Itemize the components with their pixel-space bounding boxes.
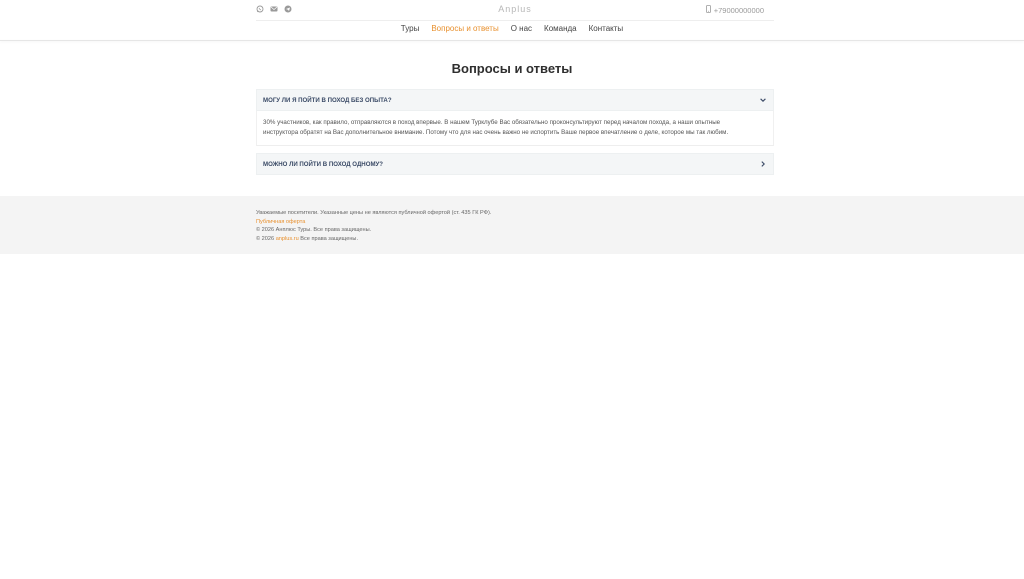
- mobile-phone-icon: [706, 5, 711, 15]
- faq-question-toggle[interactable]: [256, 89, 774, 111]
- nav-item-tours[interactable]: Туры: [400, 24, 420, 33]
- footer-content: [256, 209, 491, 244]
- nav-item-team[interactable]: Команда: [544, 24, 577, 33]
- copyright-rights: Все права защищены.: [300, 236, 359, 243]
- page-title: Вопросы и ответы: [451, 61, 573, 76]
- copyright-year: © 2026: [256, 236, 275, 243]
- header-divider: [256, 20, 774, 21]
- site-link[interactable]: anplus.ru: [275, 236, 299, 243]
- phone-number: +79000000000: [713, 5, 764, 15]
- footer-copyright: © 2026 Анплюс Туры. Все права защищены.: [256, 227, 372, 234]
- public-offer-link[interactable]: Публичная оферта: [256, 218, 306, 225]
- faq-answer-line: инструктора обратят на Вас дополнительное внимание. Потому что для нас очень важно не испортить Ваше первое впечатление о деле, которое мы так любим.: [263, 128, 729, 136]
- phone-link[interactable]: [706, 5, 764, 15]
- nav-item-about[interactable]: О нас: [510, 24, 533, 33]
- faq-answer: [256, 111, 774, 146]
- main-nav: [0, 24, 1024, 38]
- nav-item-contacts[interactable]: Контакты: [588, 24, 624, 33]
- faq-question-toggle[interactable]: [256, 153, 774, 175]
- footer-copyright-site: [256, 235, 491, 244]
- footer-notice: Уважаемые посетители. Указанные цены не являются публичной офертой (ст. 435 ГК РФ).: [256, 210, 492, 216]
- faq-item: [256, 89, 774, 146]
- faq-question: МОЖНО ЛИ ПОЙТИ В ПОХОД ОДНОМУ?: [263, 160, 384, 168]
- nav-item-faq[interactable]: Вопросы и ответы: [431, 24, 499, 33]
- chevron-right-icon: [758, 160, 767, 169]
- chevron-down-icon: [758, 96, 767, 105]
- faq-answer-line: 30% участников, как правило, отправляются в поход впервые. В нашем Турклубе Вас обязательно проконсультируют перед началом похода, а наши опытные: [263, 119, 721, 126]
- faq-question: МОГУ ЛИ Я ПОЙТИ В ПОХОД БЕЗ ОПЫТА?: [263, 96, 392, 104]
- nav-divider: [0, 40, 1024, 41]
- site-logo[interactable]: Anplus: [498, 4, 532, 14]
- faq-item: [256, 153, 774, 175]
- footer: [0, 196, 1024, 254]
- top-bar: [256, 0, 774, 20]
